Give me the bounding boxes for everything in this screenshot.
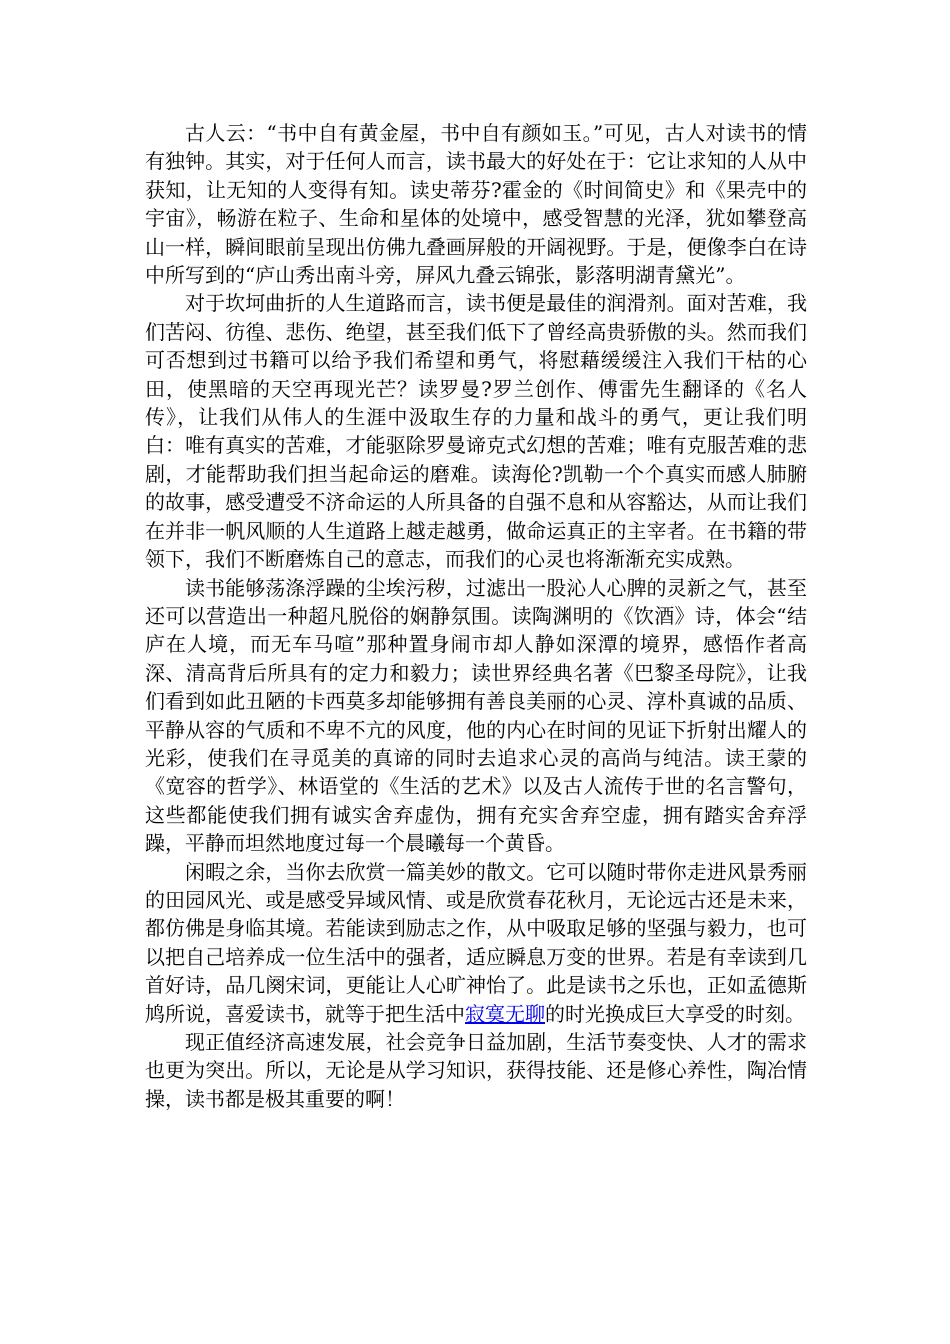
paragraph-4 xyxy=(145,858,807,1028)
paragraph-4-text-after: 的时光换成巨大享受的时刻。 xyxy=(545,1001,805,1026)
document-page xyxy=(145,119,807,1113)
paragraph-2: 对于坎坷曲折的人生道路而言，读书便是最佳的润滑剂。面对苦难，我们苦闷、彷徨、悲伤、绝望，甚至我们低下了曾经高贵骄傲的头。然而我们可否想到过书籍可以给予我们希望和勇气，将慰藉缓缓注入我们干枯的心田，使黑暗的天空再现光芒？读罗曼?罗兰创作、傅雷先生翻译的《名人传》，让我们从伟人的生涯中汲取生存的力量和战斗的勇气，更让我们明白：唯有真实的苦难，才能驱除罗曼谛克式幻想的苦难；唯有克服苦难的悲剧，才能帮助我们担当起命运的磨难。读海伦?凯勒一个个真实而感人肺腑的故事，感受遭受不济命运的人所具备的自强不息和从容豁达，从而让我们在并非一帆风顺的人生道路上越走越勇，做命运真正的主宰者。在书籍的带领下，我们不断磨炼自己的意志，而我们的心灵也将渐渐充实成熟。 xyxy=(145,291,807,572)
paragraph-3: 读书能够荡涤浮躁的尘埃污秽，过滤出一股沁人心脾的灵新之气，甚至还可以营造出一种超凡脱俗的娴静氛围。读陶渊明的《饮酒》诗，体会“结庐在人境，而无车马喧”那种置身闹市却人静如深潭的境界，感悟作者高深、清高背后所具有的定力和毅力；读世界经典名著《巴黎圣母院》，让我们看到如此丑陋的卡西莫多却能够拥有善良美丽的心灵、淳朴真诚的品质、平静从容的气质和不卑不亢的风度，他的内心在时间的见证下折射出耀人的光彩，使我们在寻觅美的真谛的同时去追求心灵的高尚与纯洁。读王蒙的《宽容的哲学》、林语堂的《生活的艺术》以及古人流传于世的名言警句，这些都能使我们拥有诚实舍弃虚伪，拥有充实舍弃空虚，拥有踏实舍弃浮躁，平静而坦然地度过每一个晨曦每一个黄昏。 xyxy=(145,575,807,856)
keyword-link[interactable]: 寂寞无聊 xyxy=(465,1001,545,1026)
paragraph-5: 现正值经济高速发展，社会竞争日益加剧，生活节奏变快、人才的需求也更为突出。所以，无论是从学习知识，获得技能、还是修心养性，陶冶情操，读书都是极其重要的啊！ xyxy=(145,1030,807,1111)
paragraph-4-text-before: 闲暇之余，当你去欣赏一篇美妙的散文。它可以随时带你走进风景秀丽的田园风光、或是感受异域风情、或是欣赏春花秋月，无论远古还是未来，都仿佛是身临其境。若能读到励志之作，从中吸取足够的坚强与毅力，也可以把自己培养成一位生活中的强者，适应瞬息万变的世界。若是有幸读到几首好诗，品几阕宋词，更能让人心旷神怡了。此是读书之乐也，正如孟德斯鸠所说，喜爱读书，就等于把生活中 xyxy=(145,859,807,1026)
paragraph-1: 古人云：“书中自有黄金屋，书中自有颜如玉。”可见，古人对读书的情有独钟。其实，对于任何人而言，读书最大的好处在于：它让求知的人从中获知，让无知的人变得有知。读史蒂芬?霍金的《时间简史》和《果壳中的宇宙》，畅游在粒子、生命和星体的处境中，感受智慧的光泽，犹如攀登高山一样，瞬间眼前呈现出仿佛九叠画屏般的开阔视野。于是，便像李白在诗中所写到的“庐山秀出南斗旁，屏风九叠云锦张，影落明湖青黛光”。 xyxy=(145,121,807,288)
